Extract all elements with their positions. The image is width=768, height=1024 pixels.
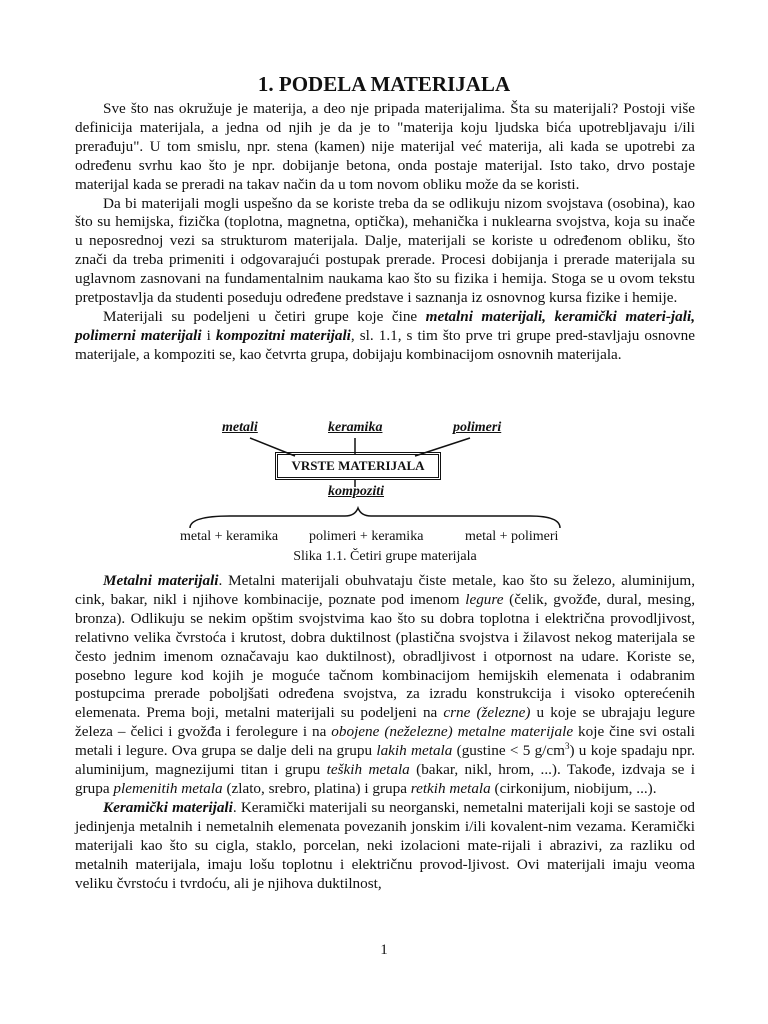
paragraph-1: Sve što nas okružuje je materija, a deo nje pripada materijalima. Šta su materijali? Postoji više definicija materijala, a jedna od njih je da je to "materija koju ljudska bića upotrebljavaju i/ili prerađuju". U tom smislu, npr. stena (kamen) nije materijal već materija, ali kada se upotrebi za određenu svrhu kao što je npr. dobijanje betona, onda postaje materijal. Isto tako, drvo postaje materijal kada se preradi na takav način da u tom novom obliku može da se koristi.	[75, 100, 695, 193]
paragraph-keramicki	[75, 799, 695, 894]
label-metali: metali	[222, 420, 258, 435]
metalni-text-2: (čelik, gvožđe, dural, mesing, bronza). Odlikuju se nekim opštim svojstvima kao što su dobra toplotna i električna provodljivost, relativno velika čvrstoća i krutost, dobra duktilnost (plastična svojstva i žilavost nekog materijala se često jednim imenom označavaju kao duktilnost), obradljivost i otpornost na udare. Koriste se, posebno legure kod kojih je moguće tačnom kombinacijom hemijskih elemenata i odabranim postupcima prerade poboljšati određena svojstva, za izradu konstrukcija i visoko opterećenih elemenata. Prema boji, metalni materijali su podeljeni na	[75, 590, 695, 722]
intro-section	[75, 100, 695, 365]
term-lakih: lakih metala	[376, 742, 453, 760]
metalni-text-1: . Metalni materijali obuhvataju čiste metale, kao što su železo, aluminijum, cink, bakar, nikl i njihove kombinacije, poznate pod imenom	[75, 572, 695, 608]
combo-polimeri-keramika: polimeri + keramika	[309, 529, 424, 544]
keramicki-text: . Keramički materijali su neorganski, nemetalni materijali koji se sastoje od jedinjenja metalnih i nemetalnih elemenata povezanih jonskim i/ili kovalent-nim vezama. Keramički materijali kao što su cigla, staklo, porcelan, neki izolacioni mate-rijali i abrazivi, za razliku od metalnih materijala, imaju lošu toplotnu i električnu provod-ljivost. Ovi materijali imaju veoma veliku čvrstoću i tvrdoću, ali je njihova duktilnost,	[75, 798, 696, 892]
metalni-text-7: (bakar, nikl, hrom, ...). Takođe, izdvaja se i grupa	[75, 761, 695, 797]
page-number: 1	[380, 942, 388, 958]
paragraph-metalni	[75, 572, 695, 799]
figure-caption: Slika 1.1. Četiri grupe materijala	[293, 549, 477, 564]
paragraph-3	[75, 308, 695, 365]
metalni-text-8: (zlato, srebro, platina) i grupa	[222, 779, 411, 797]
superscript-3: 3	[564, 741, 570, 752]
p3-emphasis-1: metalni materijali, keramički materi-jali, polimerni materijali	[75, 307, 695, 344]
kompoziti-brace	[190, 508, 560, 528]
metalni-text-4: koje čine svi ostali metali i legure. Ova grupa se dalje deli na grupu	[75, 723, 695, 760]
label-kompoziti: kompoziti	[328, 484, 385, 499]
term-teskih: teških metala	[326, 761, 410, 779]
term-obojene: obojene (neželezne) metalne materijale	[331, 723, 574, 741]
metalni-text-3: u koje se ubrajaju legure železa – čelici i gvožđa i ferolegure i na	[75, 704, 695, 741]
p3-end: , sl. 1.1, s tim što prve tri grupe pred-stavljaju osnovne materijale, a kompoziti se, kao četvrta grupa, dobijaju kombinacijom osnovnih materijala.	[75, 326, 695, 363]
term-plemenitih: plemenitih metala	[113, 779, 223, 797]
combo-metal-polimeri: metal + polimeri	[465, 529, 559, 544]
p3-mid: i	[201, 326, 216, 344]
body-section	[75, 572, 695, 893]
term-crne: crne (železne)	[443, 704, 531, 722]
combo-metal-keramika: metal + keramika	[180, 529, 279, 544]
box-vrste-materijala: VRSTE MATERIJALA	[275, 452, 441, 480]
metalni-text-5: (gustine < 5 g/cm	[452, 742, 565, 760]
p3-emphasis-2: kompozitni materijali	[215, 326, 351, 344]
term-retkih: retkih metala	[410, 779, 491, 797]
p3-start: Materijali su podeljeni u četiri grupe koje čine	[103, 307, 426, 325]
heading-metalni: Metalni materijali	[103, 572, 219, 589]
figure-connectors	[170, 420, 600, 570]
heading-keramicki: Keramički materijali	[103, 798, 233, 816]
metalni-text-9: (cirkonijum, niobijum, ...).	[490, 779, 657, 797]
page-title: 1. PODELA MATERIJALA	[257, 72, 511, 96]
figure-material-groups	[170, 420, 600, 570]
label-polimeri: polimeri	[453, 420, 502, 435]
label-keramika: keramika	[328, 420, 383, 435]
metalni-text-6: ) u koje spadaju npr. aluminijum, magnezijumi titan i grupu	[75, 742, 696, 779]
term-legure: legure	[465, 590, 504, 608]
paragraph-2: Da bi materijali mogli uspešno da se koriste treba da se odlikuju nizom svojstava (osobina), kao što su hemijska, fizička (toplotna, magnetna, optička), mehanička i nuklearna svojstva, koja su inače u neposrednoj vezi sa strukturom materijala. Dalje, materijali se koriste u određenom obliku, što znači da treba primeniti i odgovarajući postupak prerade. Procesi dobijanja i prerade materijala su uglavnom zasnovani na fundamentalnim naukama kao što su fizika i hemija. Stoga se u ovom tekstu pretpostavlja da studenti poseduju određene predstave i saznanja iz osnovnog kursa fizike i hemije.	[75, 194, 695, 307]
